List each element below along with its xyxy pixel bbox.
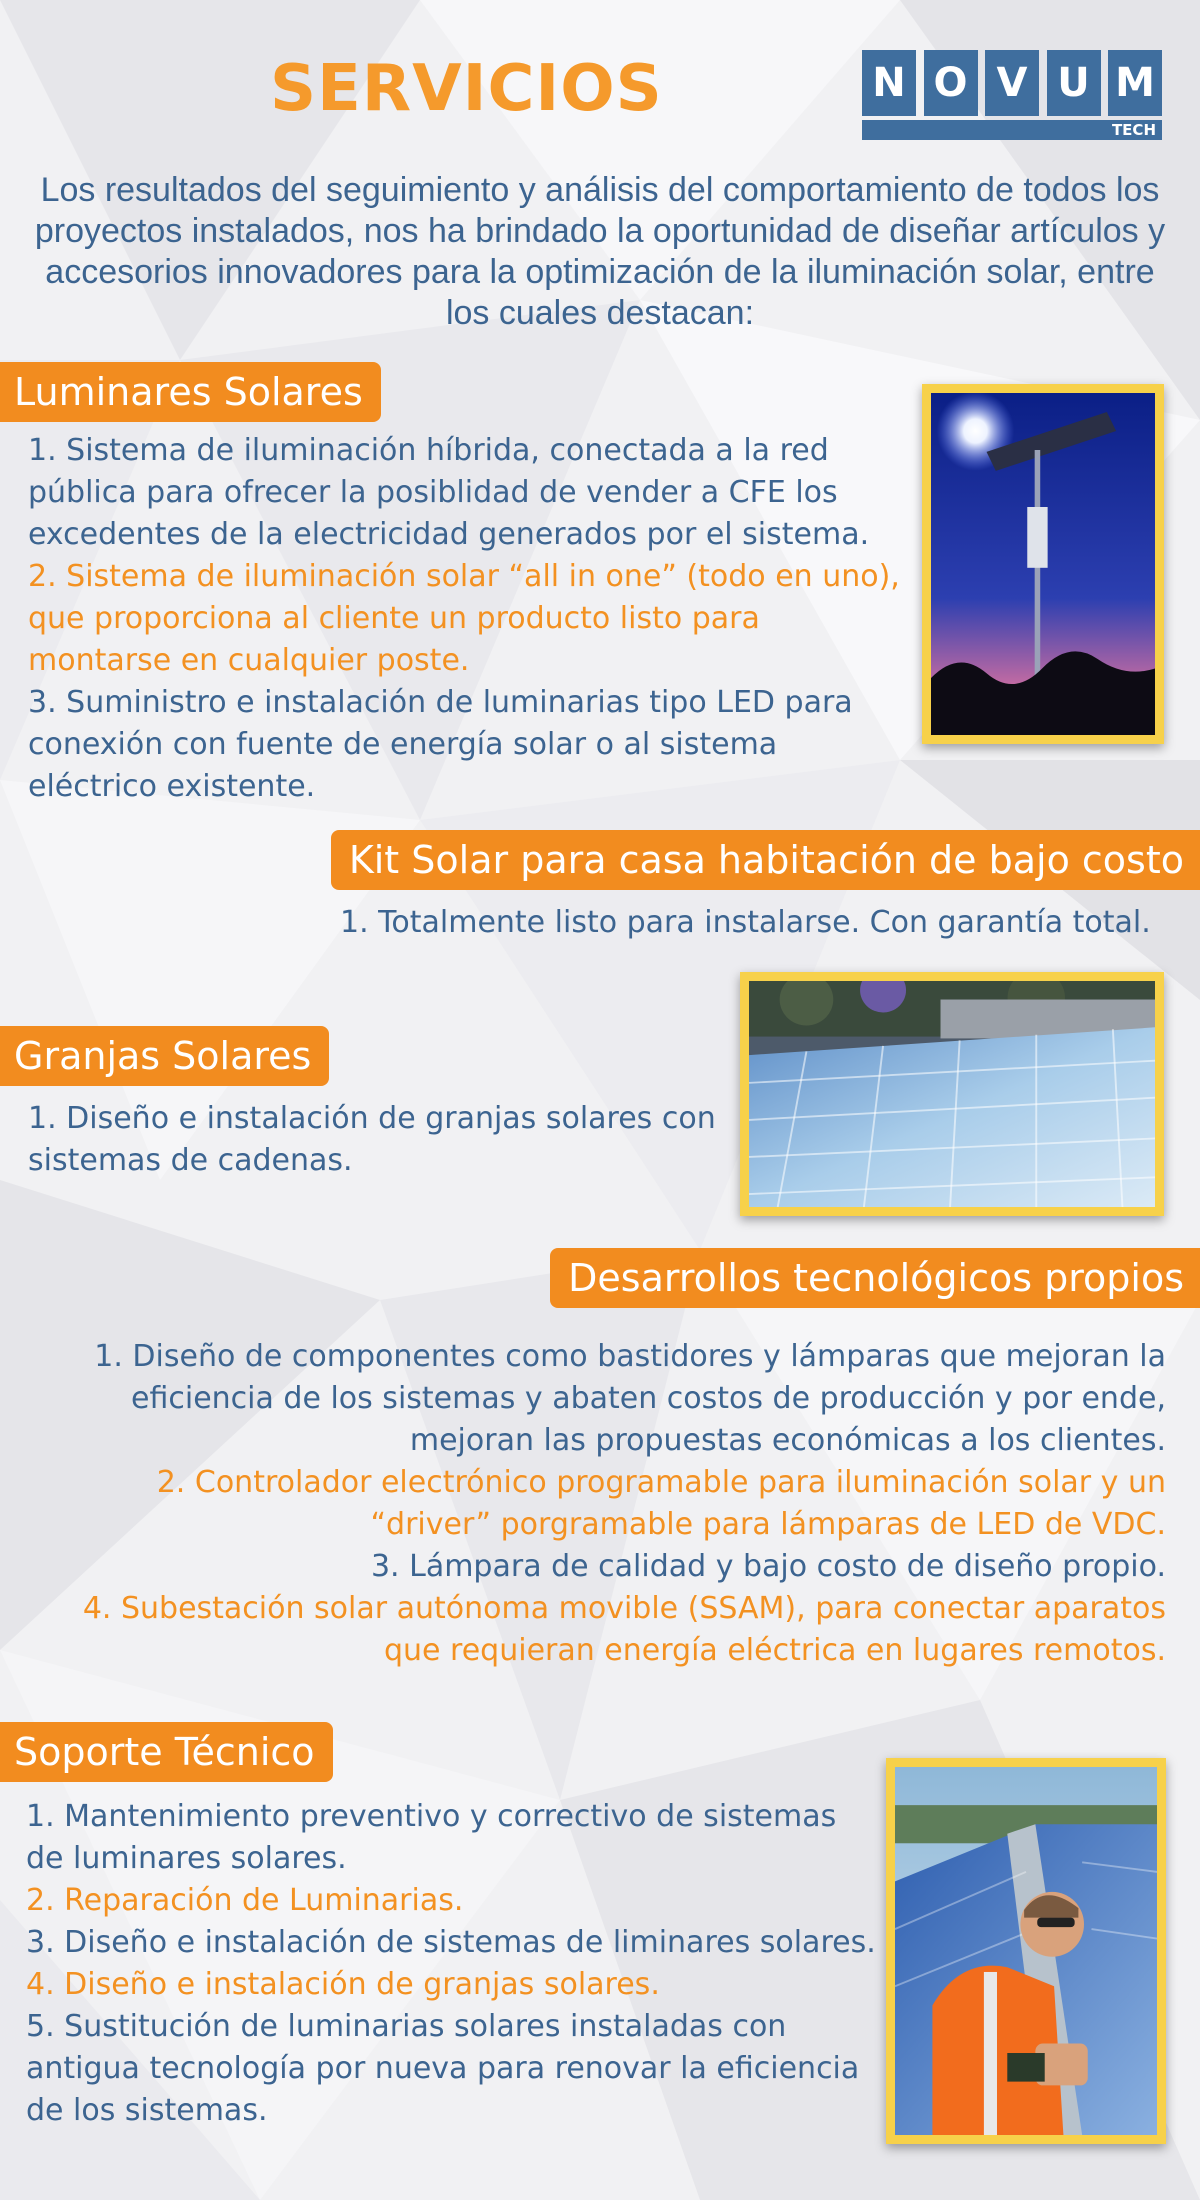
intro-paragraph: Los resultados del seguimiento y análisis del comportamiento de todos los proyectos instalados, nos ha brindado la oportunidad de diseñar artículos y accesorios innovadores para la optimización de la iluminación solar, entre los cuales destacan: xyxy=(34,171,1166,332)
page-title: SERVICIOS xyxy=(270,52,663,126)
list-item: 1. Mantenimiento preventivo y correctivo de sistemas de luminares solares. xyxy=(26,1799,837,1876)
section-heading-granjas-solares: Granjas Solares xyxy=(0,1026,329,1086)
section-list-soporte-tecnico xyxy=(26,1796,876,2132)
logo-tagline: TECH xyxy=(862,120,1162,140)
section-list-desarrollos-tecnologicos xyxy=(40,1336,1166,1672)
list-item: 1. Totalmente listo para instalarse. Con garantía total. xyxy=(340,905,1151,940)
list-item: 1. Diseño e instalación de granjas solares con sistemas de cadenas. xyxy=(28,1101,716,1178)
technician-photo xyxy=(886,1758,1166,2144)
section-heading-luminares-solares: Luminares Solares xyxy=(0,362,381,422)
logo-letter: N xyxy=(862,50,916,116)
section-list-kit-solar xyxy=(340,902,1160,944)
list-item: 3. Diseño e instalación de sistemas de liminares solares. xyxy=(26,1925,876,1960)
list-item: 2. Controlador electrónico programable para iluminación solar y un “driver” porgramable para lámparas de LED de VDC. xyxy=(156,1465,1166,1542)
logo-letter: V xyxy=(985,50,1039,116)
section-list-luminares-solares xyxy=(28,430,908,808)
list-item: 4. Subestación solar autónoma movible (SSAM), para conectar aparatos que requieran energía eléctrica en lugares remotos. xyxy=(82,1591,1166,1668)
list-item: 3. Lámpara de calidad y bajo costo de diseño propio. xyxy=(370,1549,1166,1584)
section-list-granjas-solares xyxy=(28,1098,748,1182)
logo-letter: O xyxy=(924,50,978,116)
list-item: 1. Diseño de componentes como bastidores y lámparas que mejoran la eficiencia de los sistemas y abaten costos de producción y por ende, mejoran las propuestas económicas a los clientes. xyxy=(94,1339,1166,1458)
section-heading-desarrollos-tecnologicos: Desarrollos tecnológicos propios xyxy=(550,1248,1200,1308)
list-item: 2. Reparación de Luminarias. xyxy=(26,1883,464,1918)
section-heading-kit-solar: Kit Solar para casa habitación de bajo costo xyxy=(331,830,1200,890)
solar-farm-photo xyxy=(740,972,1164,1216)
logo-letter: M xyxy=(1108,50,1162,116)
list-item: 4. Diseño e instalación de granjas solares. xyxy=(26,1967,660,2002)
novum-tech-logo xyxy=(862,50,1162,140)
list-item: 5. Sustitución de luminarias solares instaladas con antigua tecnología por nueva para renovar la eficiencia de los sistemas. xyxy=(26,2009,860,2128)
list-item: 3. Suministro e instalación de luminarias tipo LED para conexión con fuente de energía solar o al sistema eléctrico existente. xyxy=(28,685,853,804)
logo-letter: U xyxy=(1047,50,1101,116)
list-item: 2. Sistema de iluminación solar “all in one” (todo en uno), que proporciona al cliente un producto listo para montarse en cualquier poste. xyxy=(28,559,900,678)
section-heading-soporte-tecnico: Soporte Técnico xyxy=(0,1722,333,1782)
street-light-photo xyxy=(922,384,1164,744)
list-item: 1. Sistema de iluminación híbrida, conectada a la red pública para ofrecer la posiblidad de vender a CFE los excedentes de la electricidad generados por el sistema. xyxy=(28,433,870,552)
